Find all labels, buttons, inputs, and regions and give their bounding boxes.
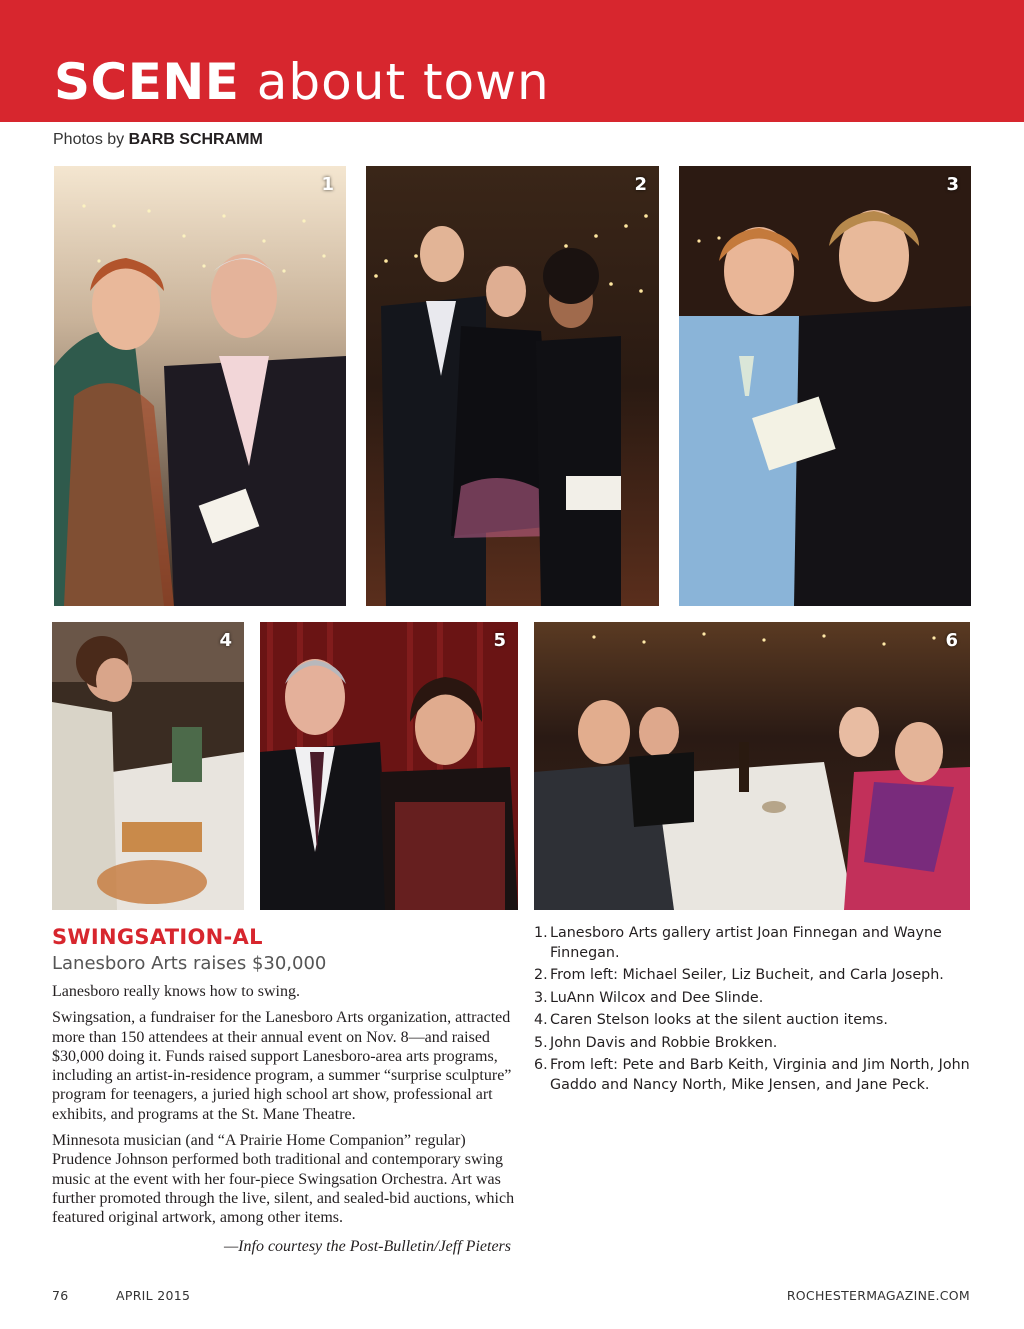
photo-number: 3: [946, 174, 959, 195]
photo-6: [534, 622, 970, 910]
photo-4-image: [52, 622, 244, 910]
caption-number: 2.: [534, 967, 548, 983]
caption-item: [534, 1034, 974, 1054]
title-strong: SCENE: [54, 53, 240, 111]
photo-number: 2: [634, 174, 647, 195]
caption-item: [534, 1011, 974, 1031]
caption-number: 3.: [534, 989, 548, 1006]
website-link[interactable]: ROCHESTERMAGAZINE.COM: [786, 1288, 970, 1303]
caption-text: From left: Pete and Barb Keith, Virginia and Jim North, John Gaddo and Nancy North, Mike Jensen, and Jane Peck.: [550, 1057, 970, 1093]
article-subhead: Lanesboro Arts raises $30,000: [52, 953, 327, 974]
photo-2: [366, 166, 659, 606]
photo-3-image: [679, 166, 971, 606]
photo-credit: [53, 130, 263, 150]
credit-prefix: Photos by: [53, 131, 125, 148]
photo-2-image: [366, 166, 659, 606]
caption-text: Caren Stelson looks at the silent auction items.: [550, 1012, 888, 1028]
caption-item: [534, 1056, 974, 1095]
caption-text: From left: Michael Seiler, Liz Bucheit, and Carla Joseph.: [550, 967, 944, 983]
header-banner: [0, 0, 1024, 122]
caption-text: John Davis and Robbie Brokken.: [550, 1034, 778, 1051]
caption-item: [534, 924, 974, 963]
caption-number: 5.: [534, 1034, 548, 1051]
photo-3: [679, 166, 971, 606]
photo-6-image: [534, 622, 970, 910]
photo-captions: [534, 924, 974, 1098]
caption-text: Lanesboro Arts gallery artist Joan Finnegan and Wayne Finnegan.: [550, 925, 942, 961]
credit-name: BARB SCHRAMM: [128, 131, 263, 148]
article-body: [52, 982, 518, 1235]
photo-5-image: [260, 622, 518, 910]
photo-number: 6: [945, 630, 958, 651]
article-courtesy: —Info courtesy the Post-Bulletin/Jeff Pieters: [223, 1238, 511, 1255]
photo-number: 4: [219, 630, 232, 651]
photo-number: 1: [321, 174, 334, 195]
caption-number: 4.: [534, 1012, 548, 1028]
caption-number: 6.: [534, 1057, 548, 1073]
caption-text: LuAnn Wilcox and Dee Slinde.: [550, 989, 764, 1006]
article-paragraph: Lanesboro really knows how to swing.: [52, 983, 300, 1000]
article-headline: SWINGSATION-AL: [52, 925, 263, 949]
caption-number: 1.: [534, 925, 548, 941]
photo-1: [54, 166, 346, 606]
page-title: [54, 52, 550, 112]
article-paragraph: Swingsation, a fundraiser for the Lanesboro Arts organization, attracted more than 150 attendees at their annual event on Nov. 8—and raised $30,000 doing it. Funds raised support Lanesboro-area arts programs, including an artist-in-residence program, a summer “surprise sculpture” program for teenagers, a juried high school art show, professional art exhibits, and programs at the St. Mane Theatre.: [52, 1009, 512, 1123]
caption-item: [534, 966, 974, 986]
title-light: about town: [256, 53, 550, 111]
issue-date: APRIL 2015: [116, 1288, 191, 1303]
caption-item: [534, 989, 974, 1009]
photo-number: 5: [493, 630, 506, 651]
photo-4: [52, 622, 244, 910]
photo-5: [260, 622, 518, 910]
article-paragraph: Minnesota musician (and “A Prairie Home Companion” regular) Prudence Johnson performed both traditional and contemporary swing music at the event with her four-piece Swingsation Orchestra. Art was further promoted through the live, silent, and sealed-bid auctions, which featured original artwork, among other items.: [52, 1132, 515, 1227]
page-number: 76: [52, 1288, 69, 1303]
photo-1-image: [54, 166, 346, 606]
